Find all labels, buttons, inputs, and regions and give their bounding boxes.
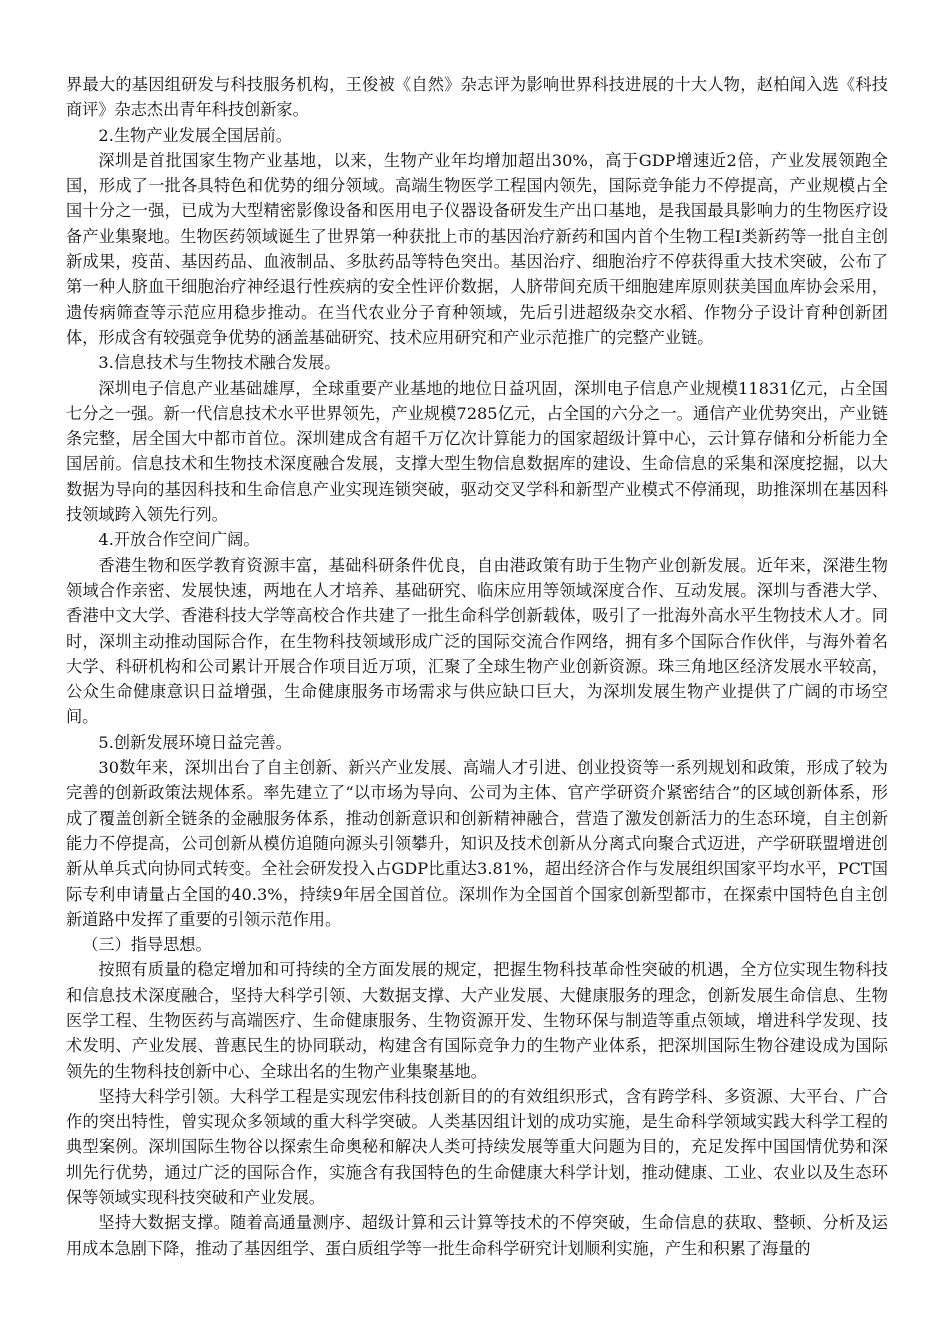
section-heading-2: 2.生物产业发展全国居前。 [98,125,292,145]
paragraph-continuation: 界最大的基因组研发与科技服务机构，王俊被《自然》杂志评为影响世界科技进展的十大人物，赵柏闻入选《科技商评》杂志杰出青年科技创新家。 [66,75,888,120]
paragraph-bio-industry: 深圳是首批国家生物产业基地，以来，生物产业年均增加超出30%，高于GDP增速近2倍，产业发展领跑全国，形成了一批各具特色和优势的细分领域。高端生物医学工程国内领先，国际竞争能力不停提高，产业规模占全国十分之一强，已成为大型精密影像设备和医用电子仪器设备研发生产出口基地，是我国最具影响力的生物医疗设备产业集聚地。生物医药领域诞生了世界第一种获批上市的基因治疗新药和国内首个生物工程Ⅰ类新药等一批自主创新成果，疫苗、基因药品、血液制品、多肽药品等特色突出。基因治疗、细胞治疗不停获得重大技术突破，公布了第一种人脐血干细胞治疗神经退行性疾病的安全性评价数据，人脐带间充质干细胞建库原则获美国血库协会采用，遗传病筛查等示范应用稳步推动。在当代农业分子育种领域，先后引进超级杂交水稻、作物分子设计育种创新团体，形成含有较强竞争优势的涵盖基础研究、技术应用研究和产业示范推广的完整产业链。 [66,150,888,347]
document-page [66,72,888,1261]
paragraph-big-data: 坚持大数据支撑。随着高通量测序、超级计算和云计算等技术的不停突破，生命信息的获取、整顿、分析及运用成本急剧下降，推动了基因组学、蛋白质组学等一批生命科学研究计划顺利实施，产生和积累了海量的 [66,1213,888,1258]
paragraph-info-tech: 深圳电子信息产业基础雄厚，全球重要产业基地的地位日益巩固，深圳电子信息产业规模11831亿元，占全国七分之一强。新一代信息技术水平世界领先，产业规模7285亿元，占全国的六分之一。通信产业优势突出，产业链条完整，居全国大中都市首位。深圳建成含有超千万亿次计算能力的国家超级计算中心，云计算存储和分析能力全国居前。信息技术和生物技术深度融合发展，支撑大型生物信息数据库的建设、生命信息的采集和深度挖掘，以大数据为导向的基因科技和生命信息产业实现连锁突破，驱动交叉学科和新型产业模式不停涌现，助推深圳在基因科技领域跨入领先行列。 [66,378,888,525]
section-heading-5: 5.创新发展环境日益完善。 [98,732,292,752]
paragraph-open-cooperation: 香港生物和医学教育资源丰富，基础科研条件优良，自由港政策有助于生物产业创新发展。近年来，深港生物领域合作亲密、发展快速，两地在人才培养、基础研究、临床应用等领域深度合作、互动发展。深圳与香港大学、香港中文大学、香港科技大学等高校合作共建了一批生命科学创新载体，吸引了一批海外高水平生物技术人才。同时，深圳主动推动国际合作，在生物科技领域形成广泛的国际交流合作网络，拥有多个国际合作伙伴，与海外着名大学、科研机构和公司累计开展合作项目近万项，汇聚了全球生物产业创新资源。珠三角地区经济发展水平较高，公众生命健康意识日益增强，生命健康服务市场需求与供应缺口巨大，为深圳发展生物产业提供了广阔的市场空间。 [66,555,888,727]
section-heading-3: 3.信息技术与生物技术融合发展。 [98,353,341,373]
paragraph-guiding-thought: 按照有质量的稳定增加和可持续的全方面发展的规定，把握生物科技革命性突破的机遇，全方位实现生物科技和信息技术深度融合，坚持大科学引领、大数据支撑、大产业发展、大健康服务的理念，创新发展生命信息、生物医学工程、生物医药与高端医疗、生命健康服务、生物资源开发、生物环保与制造等重点领域，增进科学发现、技术发明、产业发展、普惠民生的协同联动，构建含有国际竞争力的生物产业体系，把深圳国际生物谷建设成为国际领先的生物科技创新中心、全球出名的生物产业集聚基地。 [66,960,888,1081]
subsection-heading-guiding-thought: （三）指导思想。 [82,935,212,955]
paragraph-big-science: 坚持大科学引领。大科学工程是实现宏伟科技创新目的的有效组织形式，含有跨学科、多资源、大平台、广合作的突出特性，曾实现众多领域的重大科学突破。人类基因组计划的成功实施，是生命科学领域实践大科学工程的典型案例。深圳国际生物谷以探索生命奥秘和解决人类可持续发展等重大问题为目的，充足发挥中国国情优势和深圳先行优势，通过广泛的国际合作，实施含有我国特色的生命健康大科学计划，推动健康、工业、农业以及生态环保等领域实现科技突破和产业发展。 [66,1086,888,1208]
paragraph-innovation-environment: 30数年来，深圳出台了自主创新、新兴产业发展、高端人才引进、创业投资等一系列规划和政策，形成了较为完善的创新政策法规体系。率先建立了“以市场为导向、公司为主体、官产学研资介紧密结合”的区域创新体系，形成了覆盖创新全链条的金融服务体系，推动创新意识和创新精神融合，营造了激发创新活力的生态环境，自主创新能力不停提高，公司创新从模仿追随向源头引领攀升，知识及技术创新从分离式向聚合式迈进，产学研联盟增进创新从单兵式向协同式转变。全社会研发投入占GDP比重达3.81%，超出经济合作与发展组织国家平均水平，PCT国际专利申请量占全国的40.3%，持续9年居全国首位。深圳作为全国首个国家创新型都市，在探索中国特色自主创新道路中发挥了重要的引领示范作用。 [66,758,888,929]
section-heading-4: 4.开放合作空间广阔。 [98,530,260,550]
